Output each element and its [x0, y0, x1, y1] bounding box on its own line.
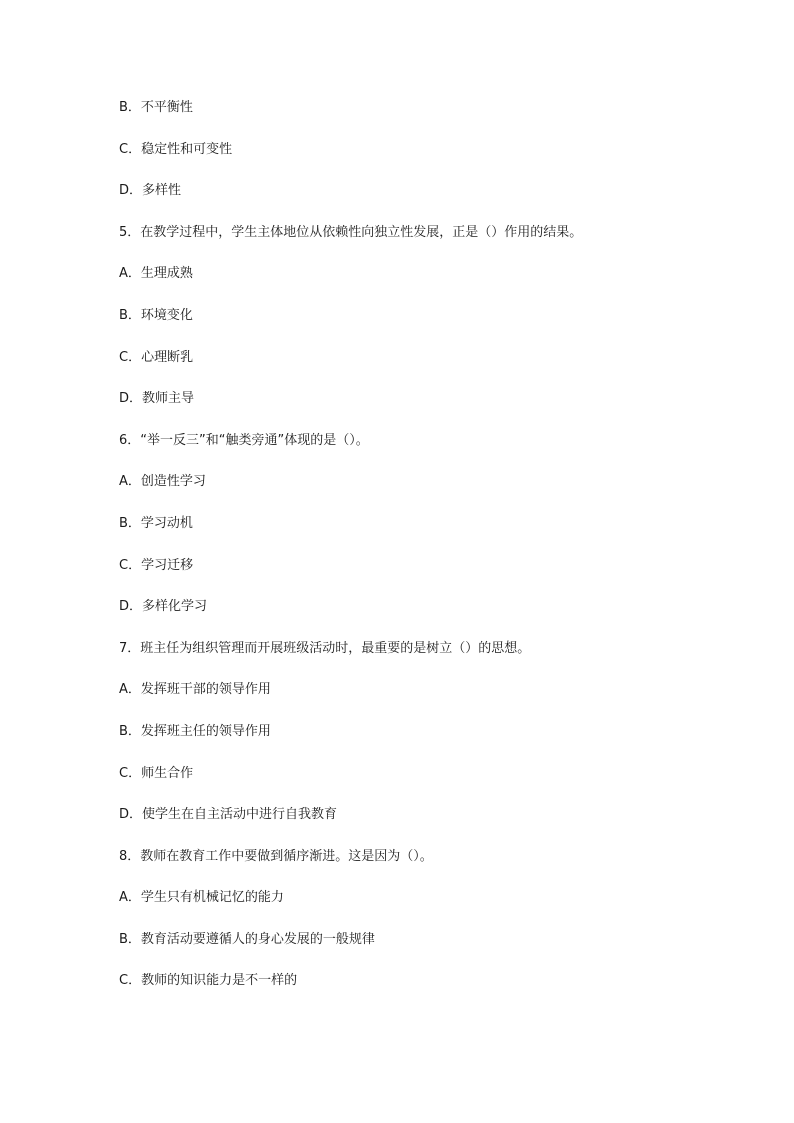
option-b-line: B．不平衡性 [119, 100, 193, 115]
question-5-line: 5．在教学过程中，学生主体地位从依赖性向独立性发展，正是（）作用的结果。 [119, 224, 583, 240]
option-d-line: D．使学生在自主活动中进行自我教育 [119, 807, 338, 823]
option-a-line: A．发挥班干部的领导作用 [119, 682, 271, 698]
option-d-line: D．多样性 [119, 183, 182, 199]
question-8-line: 8．教师在教育工作中要做到循序渐进。这是因为（）。 [119, 848, 433, 864]
option-c-line: C．师生合作 [119, 765, 194, 781]
option-c-line: C．教师的知识能力是不一样的 [119, 973, 298, 989]
option-d-line: D．多样化学习 [119, 599, 208, 615]
question-text-block [119, 97, 759, 1012]
option-c-line: C．稳定性和可变性 [119, 141, 233, 157]
question-7-line: 7．班主任为组织管理而开展班级活动时，最重要的是树立（）的思想。 [119, 640, 531, 656]
option-b-line: B．发挥班主任的领导作用 [119, 723, 271, 739]
option-a-line: A．创造性学习 [119, 474, 206, 490]
question-6-line: 6．“举一反三”和“触类旁通”体现的是（）。 [119, 432, 369, 448]
option-d-line: D．教师主导 [119, 391, 195, 407]
option-b-line: B．教育活动要遵循人的身心发展的一般规律 [119, 931, 375, 947]
option-b-line: B．学习动机 [119, 515, 193, 531]
option-c-line: C．学习迁移 [119, 557, 194, 573]
option-a-line: A．生理成熟 [119, 266, 193, 282]
option-c-line: C．心理断乳 [119, 349, 194, 365]
option-a-line: A．学生只有机械记忆的能力 [119, 890, 284, 906]
option-b-line: B．环境变化 [119, 307, 193, 323]
